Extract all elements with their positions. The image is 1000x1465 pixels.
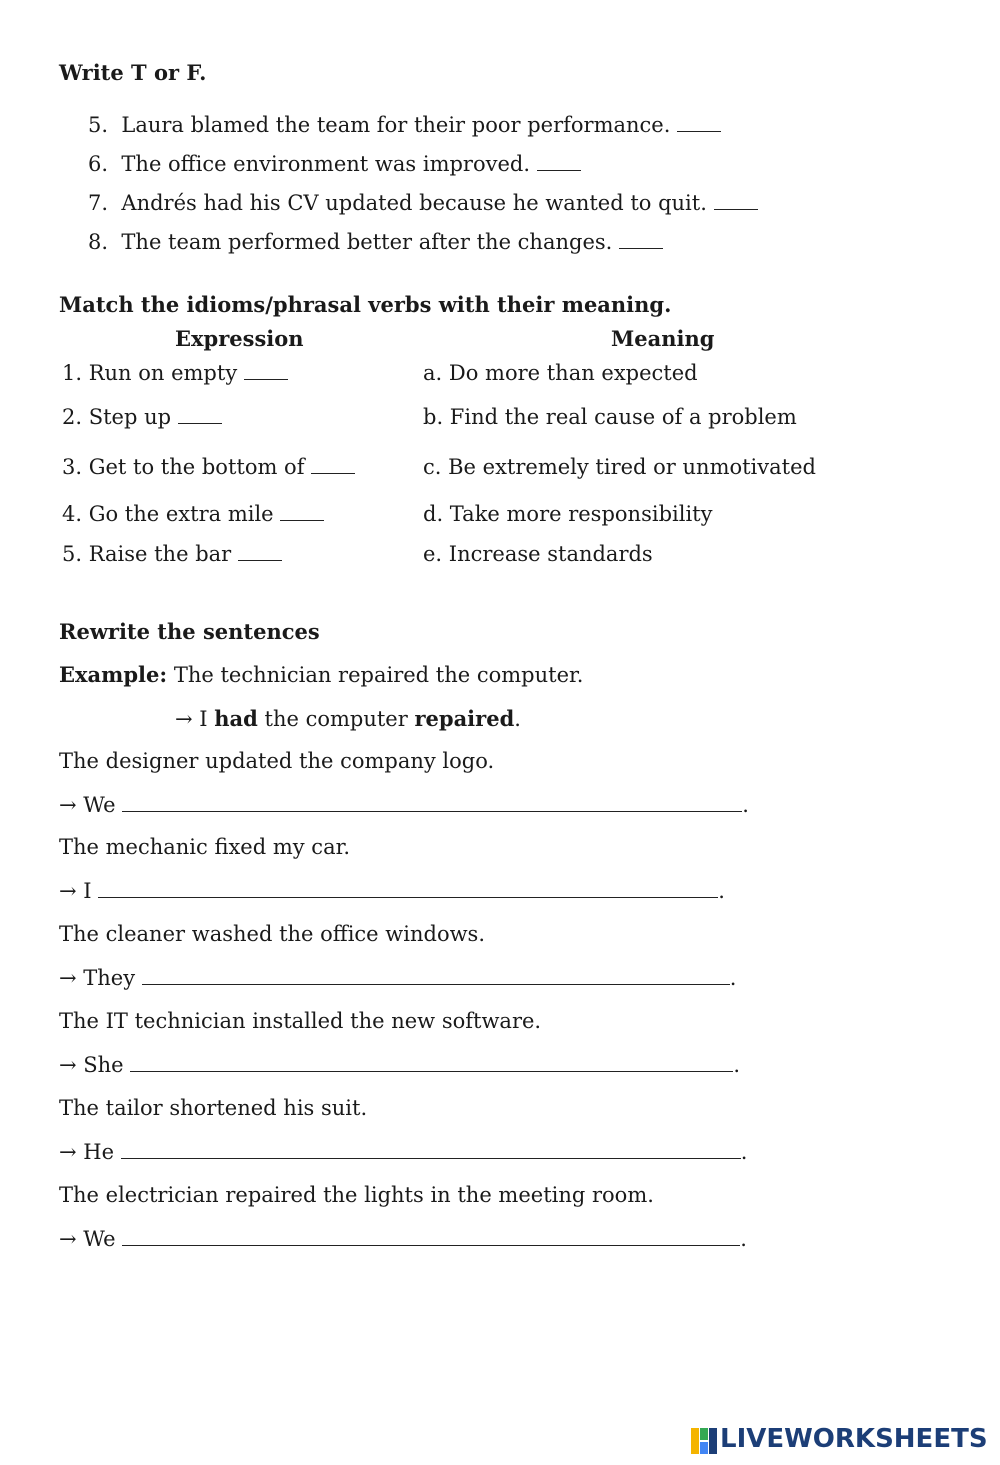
rewrite-prompt: → She — [59, 1053, 124, 1077]
rewrite-sentence: The IT technician installed the new software. — [59, 1009, 542, 1033]
rewrite-answer-blank[interactable] — [121, 1140, 741, 1159]
column-header-expression: Expression — [175, 326, 304, 351]
tf-item-text: Andrés had his CV updated because he wanted to quit. — [121, 191, 707, 215]
example-sentence: The technician repaired the computer. — [173, 663, 584, 687]
rewrite-answer-blank[interactable] — [98, 879, 718, 898]
meaning-item: e. Increase standards — [423, 542, 653, 566]
rewrite-answer-line: → I . — [59, 879, 725, 903]
rewrite-sentence: The designer updated the company logo. — [59, 749, 495, 773]
rewrite-heading: Rewrite the sentences — [59, 619, 320, 644]
tf-item-text: Laura blamed the team for their poor performance. — [121, 113, 671, 137]
liveworksheets-logo-text: LIVEWORKSHEETS — [720, 1424, 988, 1454]
match-answer-blank[interactable] — [311, 455, 355, 474]
match-heading: Match the idioms/phrasal verbs with their meaning. — [59, 292, 672, 317]
tf-item-number: 8. — [88, 230, 109, 254]
tf-item — [88, 113, 721, 137]
tf-item — [88, 152, 581, 176]
expression-item — [62, 405, 222, 429]
rewrite-sentence: The mechanic fixed my car. — [59, 835, 350, 859]
meaning-item: a. Do more than expected — [423, 361, 698, 385]
rewrite-answer-blank[interactable] — [122, 1227, 740, 1246]
tf-answer-blank[interactable] — [619, 230, 663, 249]
example-answer-repaired: repaired — [414, 706, 515, 731]
example-answer-start: → I — [175, 707, 208, 731]
expression-text: 5. Raise the bar — [62, 542, 232, 566]
expression-text: 2. Step up — [62, 405, 172, 429]
tf-item-text: The team performed better after the changes. — [121, 230, 613, 254]
expression-text: 1. Run on empty — [62, 361, 238, 385]
meaning-item: c. Be extremely tired or unmotivated — [423, 455, 816, 479]
rewrite-answer-line: → We . — [59, 1227, 747, 1251]
rewrite-answer-blank[interactable] — [130, 1053, 733, 1072]
column-header-meaning: Meaning — [611, 326, 715, 351]
liveworksheets-logo-icon — [691, 1428, 717, 1454]
meaning-item: b. Find the real cause of a problem — [423, 405, 797, 429]
expression-item — [62, 502, 324, 526]
match-answer-blank[interactable] — [238, 542, 282, 561]
rewrite-prompt: → They — [59, 966, 136, 990]
tf-item — [88, 230, 663, 254]
example-answer-had: had — [214, 706, 258, 731]
rewrite-prompt: → We — [59, 793, 116, 817]
rewrite-sentence: The electrician repaired the lights in the meeting room. — [59, 1183, 654, 1207]
tf-item-number: 6. — [88, 152, 109, 176]
example-answer — [175, 706, 521, 731]
example-answer-end: . — [514, 707, 521, 731]
rewrite-prompt: → We — [59, 1227, 116, 1251]
example-line — [59, 662, 583, 687]
rewrite-sentence: The tailor shortened his suit. — [59, 1096, 368, 1120]
tf-item-number: 5. — [88, 113, 109, 137]
liveworksheets-logo — [691, 1424, 991, 1458]
rewrite-answer-blank[interactable] — [122, 793, 742, 812]
rewrite-prompt: → He — [59, 1140, 115, 1164]
expression-item — [62, 455, 355, 479]
match-answer-blank[interactable] — [280, 502, 324, 521]
expression-text: 4. Go the extra mile — [62, 502, 274, 526]
match-answer-blank[interactable] — [244, 361, 288, 380]
example-answer-mid: the computer — [264, 707, 408, 731]
tf-item — [88, 191, 758, 215]
meaning-item: d. Take more responsibility — [423, 502, 713, 526]
rewrite-answer-line: → They . — [59, 966, 737, 990]
tf-heading: Write T or F. — [59, 60, 207, 85]
tf-answer-blank[interactable] — [537, 152, 581, 171]
rewrite-answer-blank[interactable] — [142, 966, 730, 985]
rewrite-prompt: → I — [59, 879, 92, 903]
expression-item — [62, 361, 288, 385]
rewrite-sentence: The cleaner washed the office windows. — [59, 922, 486, 946]
tf-answer-blank[interactable] — [677, 113, 721, 132]
rewrite-answer-line: → We . — [59, 793, 749, 817]
tf-item-text: The office environment was improved. — [121, 152, 531, 176]
tf-item-number: 7. — [88, 191, 109, 215]
example-label: Example: — [59, 662, 168, 687]
rewrite-answer-line: → He . — [59, 1140, 748, 1164]
match-answer-blank[interactable] — [178, 405, 222, 424]
tf-answer-blank[interactable] — [714, 191, 758, 210]
rewrite-answer-line: → She . — [59, 1053, 740, 1077]
expression-item — [62, 542, 282, 566]
expression-text: 3. Get to the bottom of — [62, 455, 305, 479]
